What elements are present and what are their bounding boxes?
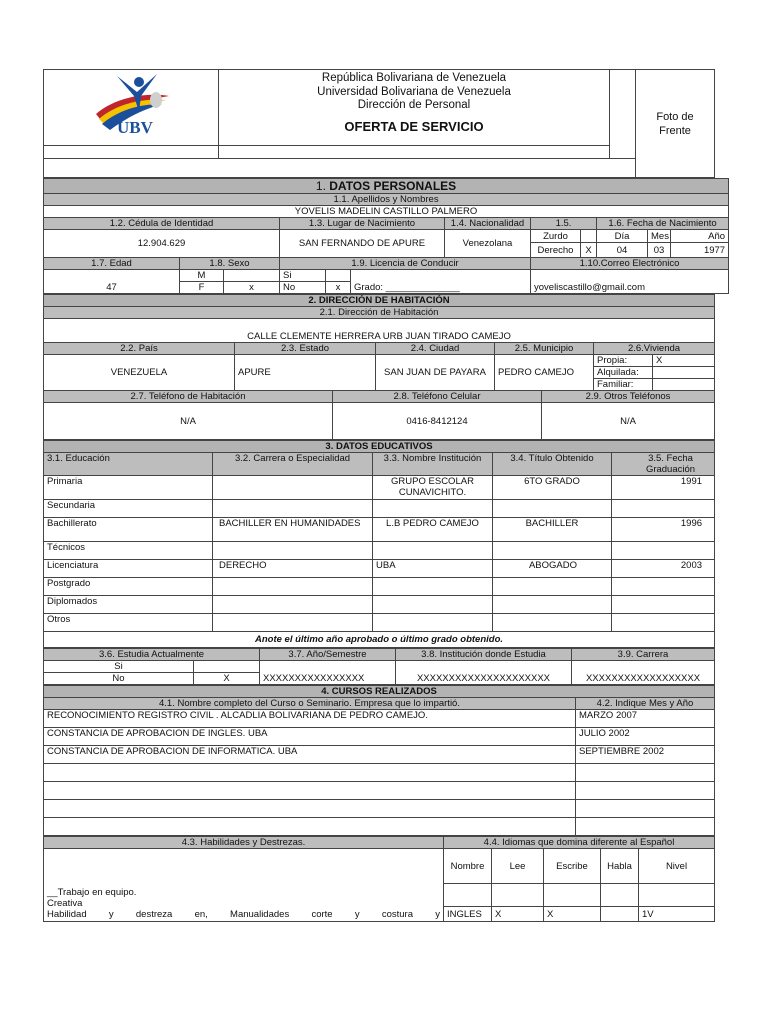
education-career bbox=[213, 578, 373, 596]
course-name: CONSTANCIA DE APROBACION DE INFORMATICA. UBA bbox=[44, 746, 576, 764]
home-phone: N/A bbox=[44, 403, 333, 440]
skill-3: Habilidad y destreza en, Manualidades corte y costura y bbox=[47, 909, 440, 920]
label-cell-phone: 2.8. Teléfono Celular bbox=[333, 391, 542, 403]
header-grad-date: 3.5. Fecha Graduación bbox=[612, 453, 715, 476]
day-label: Día bbox=[597, 230, 648, 243]
education-year bbox=[612, 542, 715, 560]
label-study-institution: 3.8. Institución donde Estudia bbox=[396, 649, 572, 661]
education-level: Licenciatura bbox=[44, 560, 213, 578]
city: SAN JUAN DE PAYARA bbox=[376, 355, 495, 391]
course-date bbox=[576, 818, 715, 836]
label-state: 2.3. Estado bbox=[235, 343, 376, 355]
section-direccion bbox=[43, 294, 715, 440]
section-1-number: 1. bbox=[315, 178, 330, 193]
ubv-logo bbox=[44, 70, 219, 146]
license-mark: x bbox=[326, 282, 351, 294]
age: 47 bbox=[44, 270, 180, 294]
nationality: Venezolana bbox=[445, 230, 531, 258]
education-row bbox=[44, 476, 715, 500]
lang-reads: X bbox=[492, 907, 544, 922]
label-housing: 2.6.Vivienda bbox=[594, 343, 715, 355]
education-career bbox=[213, 542, 373, 560]
institution-line-2: Universidad Bolivariana de Venezuela bbox=[317, 85, 511, 98]
education-level: Diplomados bbox=[44, 596, 213, 614]
education-row bbox=[44, 614, 715, 632]
studying-si-label: Si bbox=[44, 661, 194, 673]
education-institution: GRUPO ESCOLAR CUNAVICHITO. bbox=[373, 476, 493, 500]
photo-box bbox=[636, 70, 715, 178]
education-title bbox=[493, 578, 612, 596]
course-name bbox=[44, 800, 576, 818]
education-career bbox=[213, 500, 373, 518]
month-label: Mes bbox=[648, 230, 671, 243]
education-level: Postgrado bbox=[44, 578, 213, 596]
housing-own-mark: X bbox=[656, 355, 663, 366]
education-year: 1991 bbox=[612, 476, 715, 500]
label-languages: 4.4. Idiomas que domina diferente al Español bbox=[444, 837, 715, 849]
ubv-logo-icon bbox=[44, 70, 219, 142]
section-cursos bbox=[43, 685, 715, 836]
license-grade: Grado: ______________ bbox=[351, 270, 531, 294]
form-header bbox=[43, 69, 715, 178]
lang-header-reads: Lee bbox=[492, 849, 544, 884]
education-title: ABOGADO bbox=[493, 560, 612, 578]
label-email: 1.10.Correo Electrónico bbox=[531, 258, 729, 270]
label-course: 4.1. Nombre completo del Curso o Seminario. Empresa que lo impartió. bbox=[44, 698, 576, 710]
label-skills: 4.3. Habilidades y Destrezas. bbox=[44, 837, 444, 849]
sex-m-label: M bbox=[180, 270, 224, 282]
sex-f-label: F bbox=[180, 282, 224, 294]
education-row bbox=[44, 518, 715, 542]
header-education: 3.1. Educación bbox=[44, 453, 213, 476]
course-name: RECONOCIMIENTO REGISTRO CIVIL . ALCADLIA BOLIVARIANA DE PEDRO CAMEJO. bbox=[44, 710, 576, 728]
education-row bbox=[44, 500, 715, 518]
label-studying: 3.6. Estudia Actualmente bbox=[44, 649, 260, 661]
label-course-date: 4.2. Indique Mes y Año bbox=[576, 698, 715, 710]
education-title bbox=[493, 542, 612, 560]
header-career: 3.2. Carrera o Especialidad bbox=[213, 453, 373, 476]
education-career: DERECHO bbox=[213, 560, 373, 578]
studying-no-mark: X bbox=[194, 673, 260, 685]
label-birthdate: 1.6. Fecha de Nacimiento bbox=[597, 218, 729, 230]
label-study-career: 3.9. Carrera bbox=[572, 649, 715, 661]
label-municipality: 2.5. Municipio bbox=[495, 343, 594, 355]
education-level: Primaria bbox=[44, 476, 213, 500]
housing-own-label: Propia: bbox=[594, 355, 653, 366]
other-phones: N/A bbox=[542, 403, 715, 440]
education-year bbox=[612, 614, 715, 632]
sex-mark: x bbox=[224, 282, 280, 294]
course-date: MARZO 2007 bbox=[576, 710, 715, 728]
section-datos-personales bbox=[43, 178, 729, 294]
label-semester: 3.7. Año/Semestre bbox=[260, 649, 396, 661]
education-year bbox=[612, 578, 715, 596]
hand-left-label: Zurdo bbox=[531, 230, 581, 243]
education-note: Anote el último año aprobado o último grado obtenido. bbox=[44, 632, 715, 648]
hand-right-label: Derecho bbox=[531, 243, 581, 258]
semester: XXXXXXXXXXXXXXXX bbox=[260, 661, 396, 685]
institution-block bbox=[219, 70, 610, 146]
course-row bbox=[44, 728, 715, 746]
education-institution bbox=[373, 578, 493, 596]
study-institution: XXXXXXXXXXXXXXXXXXXXX bbox=[396, 661, 572, 685]
institution-line-3: Dirección de Personal bbox=[357, 99, 471, 111]
skill-2: Creativa bbox=[47, 898, 83, 909]
education-title: 6TO GRADO bbox=[493, 476, 612, 500]
education-career bbox=[213, 614, 373, 632]
institution-line-1: República Bolivariana de Venezuela bbox=[321, 72, 507, 84]
hand-left-box bbox=[581, 230, 597, 243]
label-home-phone: 2.7. Teléfono de Habitación bbox=[44, 391, 333, 403]
label-hand: 1.5. bbox=[531, 218, 597, 230]
lang-name: INGLES bbox=[444, 907, 492, 922]
section-habilidades-idiomas bbox=[43, 836, 715, 922]
housing-family-label: Familiar: bbox=[594, 379, 653, 390]
education-level: Secundaria bbox=[44, 500, 213, 518]
education-level: Otros bbox=[44, 614, 213, 632]
education-career bbox=[213, 596, 373, 614]
license-si-label: Si bbox=[280, 270, 326, 282]
birth-day: 04 bbox=[597, 243, 648, 258]
education-row bbox=[44, 560, 715, 578]
year-label: Año bbox=[671, 230, 729, 243]
label-names: 1.1. Apellidos y Nombres bbox=[44, 194, 729, 206]
country: VENEZUELA bbox=[44, 355, 235, 391]
course-name bbox=[44, 818, 576, 836]
education-title bbox=[493, 500, 612, 518]
education-career: BACHILLER EN HUMANIDADES bbox=[213, 518, 373, 542]
section-1-heading: DATOS PERSONALES bbox=[329, 178, 457, 193]
housing-rent-label: Alquilada: bbox=[594, 367, 653, 378]
label-age: 1.7. Edad bbox=[44, 258, 180, 270]
education-title: BACHILLER bbox=[493, 518, 612, 542]
course-row bbox=[44, 800, 715, 818]
course-row bbox=[44, 710, 715, 728]
lang-header-writes: Escribe bbox=[544, 849, 601, 884]
label-license: 1.9. Licencia de Conducir bbox=[280, 258, 531, 270]
birth-year: 1977 bbox=[671, 243, 729, 258]
photo-label: Foto de Frente bbox=[656, 110, 694, 137]
education-year bbox=[612, 596, 715, 614]
education-row bbox=[44, 578, 715, 596]
lang-header-level: Nivel bbox=[639, 849, 715, 884]
course-name: CONSTANCIA DE APROBACION DE INGLES. UBA bbox=[44, 728, 576, 746]
course-row bbox=[44, 818, 715, 836]
education-year: 1996 bbox=[612, 518, 715, 542]
education-institution bbox=[373, 542, 493, 560]
lang-speaks bbox=[601, 907, 639, 922]
education-institution bbox=[373, 500, 493, 518]
education-title bbox=[493, 614, 612, 632]
state: APURE bbox=[235, 355, 376, 391]
study-career: XXXXXXXXXXXXXXXXXX bbox=[572, 661, 715, 685]
course-name bbox=[44, 782, 576, 800]
label-id: 1.2. Cédula de Identidad bbox=[44, 218, 280, 230]
form-title: OFERTA DE SERVICIO bbox=[344, 118, 484, 134]
course-name bbox=[44, 764, 576, 782]
education-year: 2003 bbox=[612, 560, 715, 578]
section-2-title: 2. DIRECCIÓN DE HABITACIÓN bbox=[44, 295, 715, 307]
section-3-title: 3. DATOS EDUCATIVOS bbox=[44, 441, 715, 453]
education-career bbox=[213, 476, 373, 500]
course-row bbox=[44, 746, 715, 764]
course-row bbox=[44, 782, 715, 800]
full-name: YOVELIS MADELIN CASTILLO PALMERO bbox=[44, 206, 729, 218]
course-date: JULIO 2002 bbox=[576, 728, 715, 746]
studying-no-label: No bbox=[44, 673, 194, 685]
email: yoveliscastillo@gmail.com bbox=[531, 270, 729, 294]
course-date bbox=[576, 800, 715, 818]
education-institution: UBA bbox=[373, 560, 493, 578]
cell-phone: 0416-8412124 bbox=[333, 403, 542, 440]
municipality: PEDRO CAMEJO bbox=[495, 355, 594, 391]
address: CALLE CLEMENTE HERRERA URB JUAN TIRADO CAMEJO bbox=[44, 319, 715, 343]
section-4-title: 4. CURSOS REALIZADOS bbox=[44, 686, 715, 698]
birthplace: SAN FERNANDO DE APURE bbox=[280, 230, 445, 258]
education-institution: L.B PEDRO CAMEJO bbox=[373, 518, 493, 542]
education-level: Bachillerato bbox=[44, 518, 213, 542]
lang-header-name: Nombre bbox=[444, 849, 492, 884]
label-nationality: 1.4. Nacionalidad bbox=[445, 218, 531, 230]
education-institution bbox=[373, 614, 493, 632]
logo-text: UBV bbox=[117, 118, 153, 137]
form-page bbox=[43, 69, 726, 922]
education-row bbox=[44, 596, 715, 614]
course-row bbox=[44, 764, 715, 782]
education-level: Técnicos bbox=[44, 542, 213, 560]
skills bbox=[44, 849, 444, 922]
education-title bbox=[493, 596, 612, 614]
skill-1: __Trabajo en equipo. bbox=[47, 887, 137, 898]
label-address: 2.1. Dirección de Habitación bbox=[44, 307, 715, 319]
lang-writes: X bbox=[544, 907, 601, 922]
birth-month: 03 bbox=[648, 243, 671, 258]
lang-header-speaks: Habla bbox=[601, 849, 639, 884]
header-institution: 3.3. Nombre Institución bbox=[373, 453, 493, 476]
section-1-title bbox=[44, 179, 729, 194]
label-other-phones: 2.9. Otros Teléfonos bbox=[542, 391, 715, 403]
section-educacion bbox=[43, 440, 715, 648]
lang-level: 1V bbox=[639, 907, 715, 922]
label-country: 2.2. País bbox=[44, 343, 235, 355]
section-estudio-actual bbox=[43, 648, 715, 685]
header-title: 3.4. Título Obtenido bbox=[493, 453, 612, 476]
education-institution bbox=[373, 596, 493, 614]
education-year bbox=[612, 500, 715, 518]
license-no-label: No bbox=[280, 282, 326, 294]
label-birthplace: 1.3. Lugar de Nacimiento bbox=[280, 218, 445, 230]
course-date bbox=[576, 764, 715, 782]
course-date bbox=[576, 782, 715, 800]
hand-right-mark: X bbox=[581, 243, 597, 258]
course-date: SEPTIEMBRE 2002 bbox=[576, 746, 715, 764]
id-number: 12.904.629 bbox=[44, 230, 280, 258]
label-sex: 1.8. Sexo bbox=[180, 258, 280, 270]
education-row bbox=[44, 542, 715, 560]
label-city: 2.4. Ciudad bbox=[376, 343, 495, 355]
